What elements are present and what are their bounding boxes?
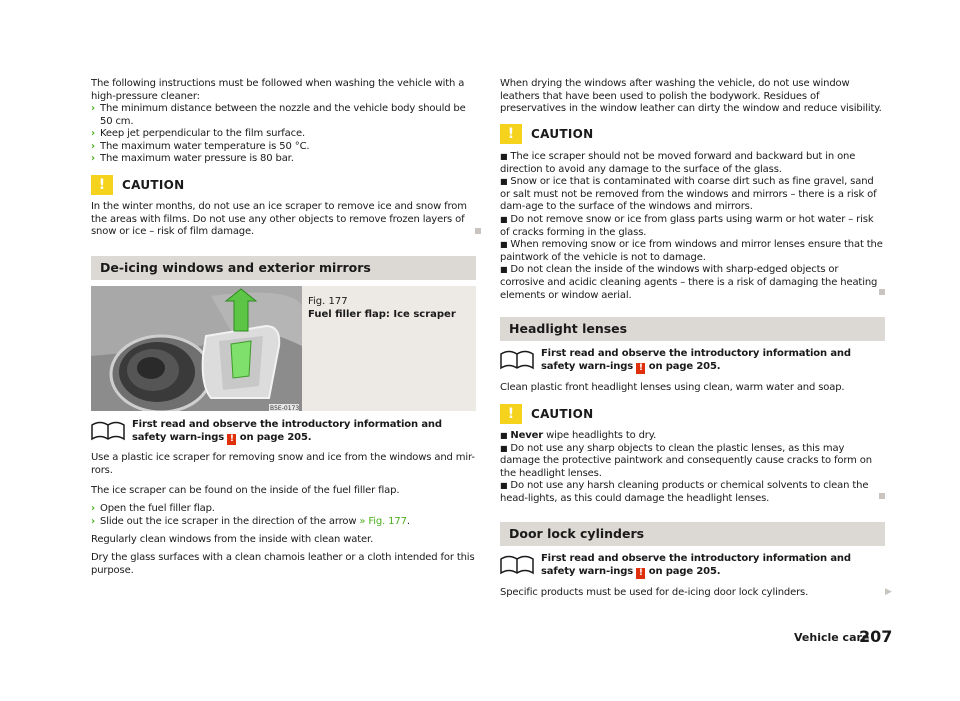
list-item: ■ Never wipe headlights to dry.	[500, 430, 657, 441]
footer-section-title: Vehicle care	[794, 631, 870, 644]
figure-caption: Fuel filler flap: Ice scraper	[308, 308, 456, 320]
safety-notice: First read and observe the introductory information and safety warn-ings ! on page 205.	[500, 348, 885, 374]
section-title-door-lock: Door lock cylinders	[500, 522, 885, 546]
section-end-icon	[879, 493, 885, 499]
list-item: ■ Do not use any harsh cleaning products or chemical solvents to clean the head-lights, as this could damage the headlight lenses.	[500, 480, 869, 504]
paragraph: When drying the windows after washing the vehicle, do not use window leathers that have been used to polish the bodywork. Residues of preservatives in the window leather can dirty the window and reduce visibility.	[500, 78, 882, 115]
section-title-deicing: De-icing windows and exterior mirrors	[91, 256, 476, 280]
paragraph: Use a plastic ice scraper for removing snow and ice from the windows and mir-rors.	[91, 452, 475, 476]
safety-notice	[91, 419, 476, 445]
caution-text: In the winter months, do not use an ice scraper to remove ice and snow from the areas with films. Do not use any other objects to remove frozen layers of snow or ice – risk of film damage.	[91, 201, 467, 238]
list-item: › The minimum distance between the nozzle and the vehicle body should be 50 cm.	[91, 103, 466, 127]
pressure-cleaner-list	[91, 103, 476, 166]
list-item: › Slide out the ice scraper in the direction of the arrow » Fig. 177.	[91, 515, 410, 527]
warning-excl-icon: !	[636, 568, 645, 579]
book-icon	[500, 348, 534, 370]
safety-notice: First read and observe the introductory information and safety warn-ings ! on page 205.	[500, 553, 885, 579]
chevron-right-icon: ›	[91, 140, 95, 152]
continue-arrow-icon: ▶	[885, 587, 892, 597]
chevron-right-icon: ›	[91, 515, 95, 527]
caution-header	[91, 175, 184, 195]
fuel-flap-illustration	[91, 286, 302, 411]
figure-label: Fig. 177	[308, 296, 348, 307]
chevron-right-icon: ›	[91, 503, 95, 514]
intro-text: The following instructions must be followed when washing the vehicle with a high-pressure cleaner:	[91, 78, 465, 102]
list-item: › The maximum water pressure is 80 bar.	[91, 153, 294, 165]
warning-icon	[500, 124, 522, 144]
section-end-icon	[475, 228, 481, 234]
caution-list	[500, 151, 885, 302]
list-item: ■ Do not use any sharp objects to clean the plastic lenses, as this may damage the protective paintwork and consequently cause cracks to form on the headlight lenses.	[500, 442, 872, 479]
list-item: › Open the fuel filler flap.	[91, 503, 215, 514]
caution-list	[500, 430, 885, 506]
chevron-right-icon: ›	[91, 103, 95, 114]
safety-notice-text: First read and observe the introductory information and safety warn-ings ! on page 205.	[132, 419, 442, 444]
paragraph: Clean plastic front headlight lenses using clean, warm water and soap.	[500, 382, 845, 393]
paragraph: Regularly clean windows from the inside with clean water.	[91, 534, 374, 545]
caution-header: ! CAUTION	[500, 124, 593, 144]
paragraph: Specific products must be used for de-icing door lock cylinders.	[500, 587, 809, 598]
steps-list	[91, 503, 476, 528]
list-item: › The maximum water temperature is 50 °C.	[91, 140, 310, 152]
list-item: ■ Do not clean the inside of the windows with sharp-edged objects or corrosive and acidic cleaning agents – there is a risk of damaging the heating elements or window aerial.	[500, 264, 878, 301]
paragraph: The ice scraper can be found on the inside of the fuel filler flap.	[91, 485, 400, 496]
page-number: 207	[859, 627, 893, 646]
caution-header: ! CAUTION	[500, 404, 593, 424]
paragraph: Dry the glass surfaces with a clean chamois leather or a cloth intended for this purpose.	[91, 552, 475, 576]
figure-link[interactable]: » Fig. 177	[359, 515, 407, 527]
warning-icon	[500, 404, 522, 424]
list-item: › Keep jet perpendicular to the film surface.	[91, 128, 306, 140]
book-icon	[91, 419, 125, 441]
fuel-filler-flap-image	[91, 286, 302, 411]
figure-code: B5E-0173	[270, 405, 300, 411]
list-item: ■ Snow or ice that is contaminated with coarse dirt such as fine gravel, sand or salt must not be removed from the windows and mirrors – there is a risk of dam-age to the surface of the windows and mirrors.	[500, 176, 877, 213]
figure-177	[91, 286, 476, 411]
list-item: ■ The ice scraper should not be moved forward and backward but in one direction to avoid any damage to the surface of the glass.	[500, 151, 856, 175]
chevron-right-icon: ›	[91, 128, 95, 140]
section-title-headlight: Headlight lenses	[500, 317, 885, 341]
caution-title: CAUTION	[122, 178, 185, 192]
chevron-right-icon: ›	[91, 153, 95, 165]
warning-icon	[91, 175, 113, 195]
warning-excl-icon: !	[636, 363, 645, 374]
figure-caption-block	[308, 296, 468, 321]
book-icon	[500, 553, 534, 575]
list-item: ■ Do not remove snow or ice from glass parts using warm or hot water – risk of cracks forming in the glass.	[500, 213, 874, 238]
list-item: ■ When removing snow or ice from windows and mirror lenses ensure that the paintwork of the vehicle is not to damage.	[500, 239, 883, 263]
section-end-icon	[879, 289, 885, 295]
warning-excl-icon: !	[227, 434, 236, 445]
